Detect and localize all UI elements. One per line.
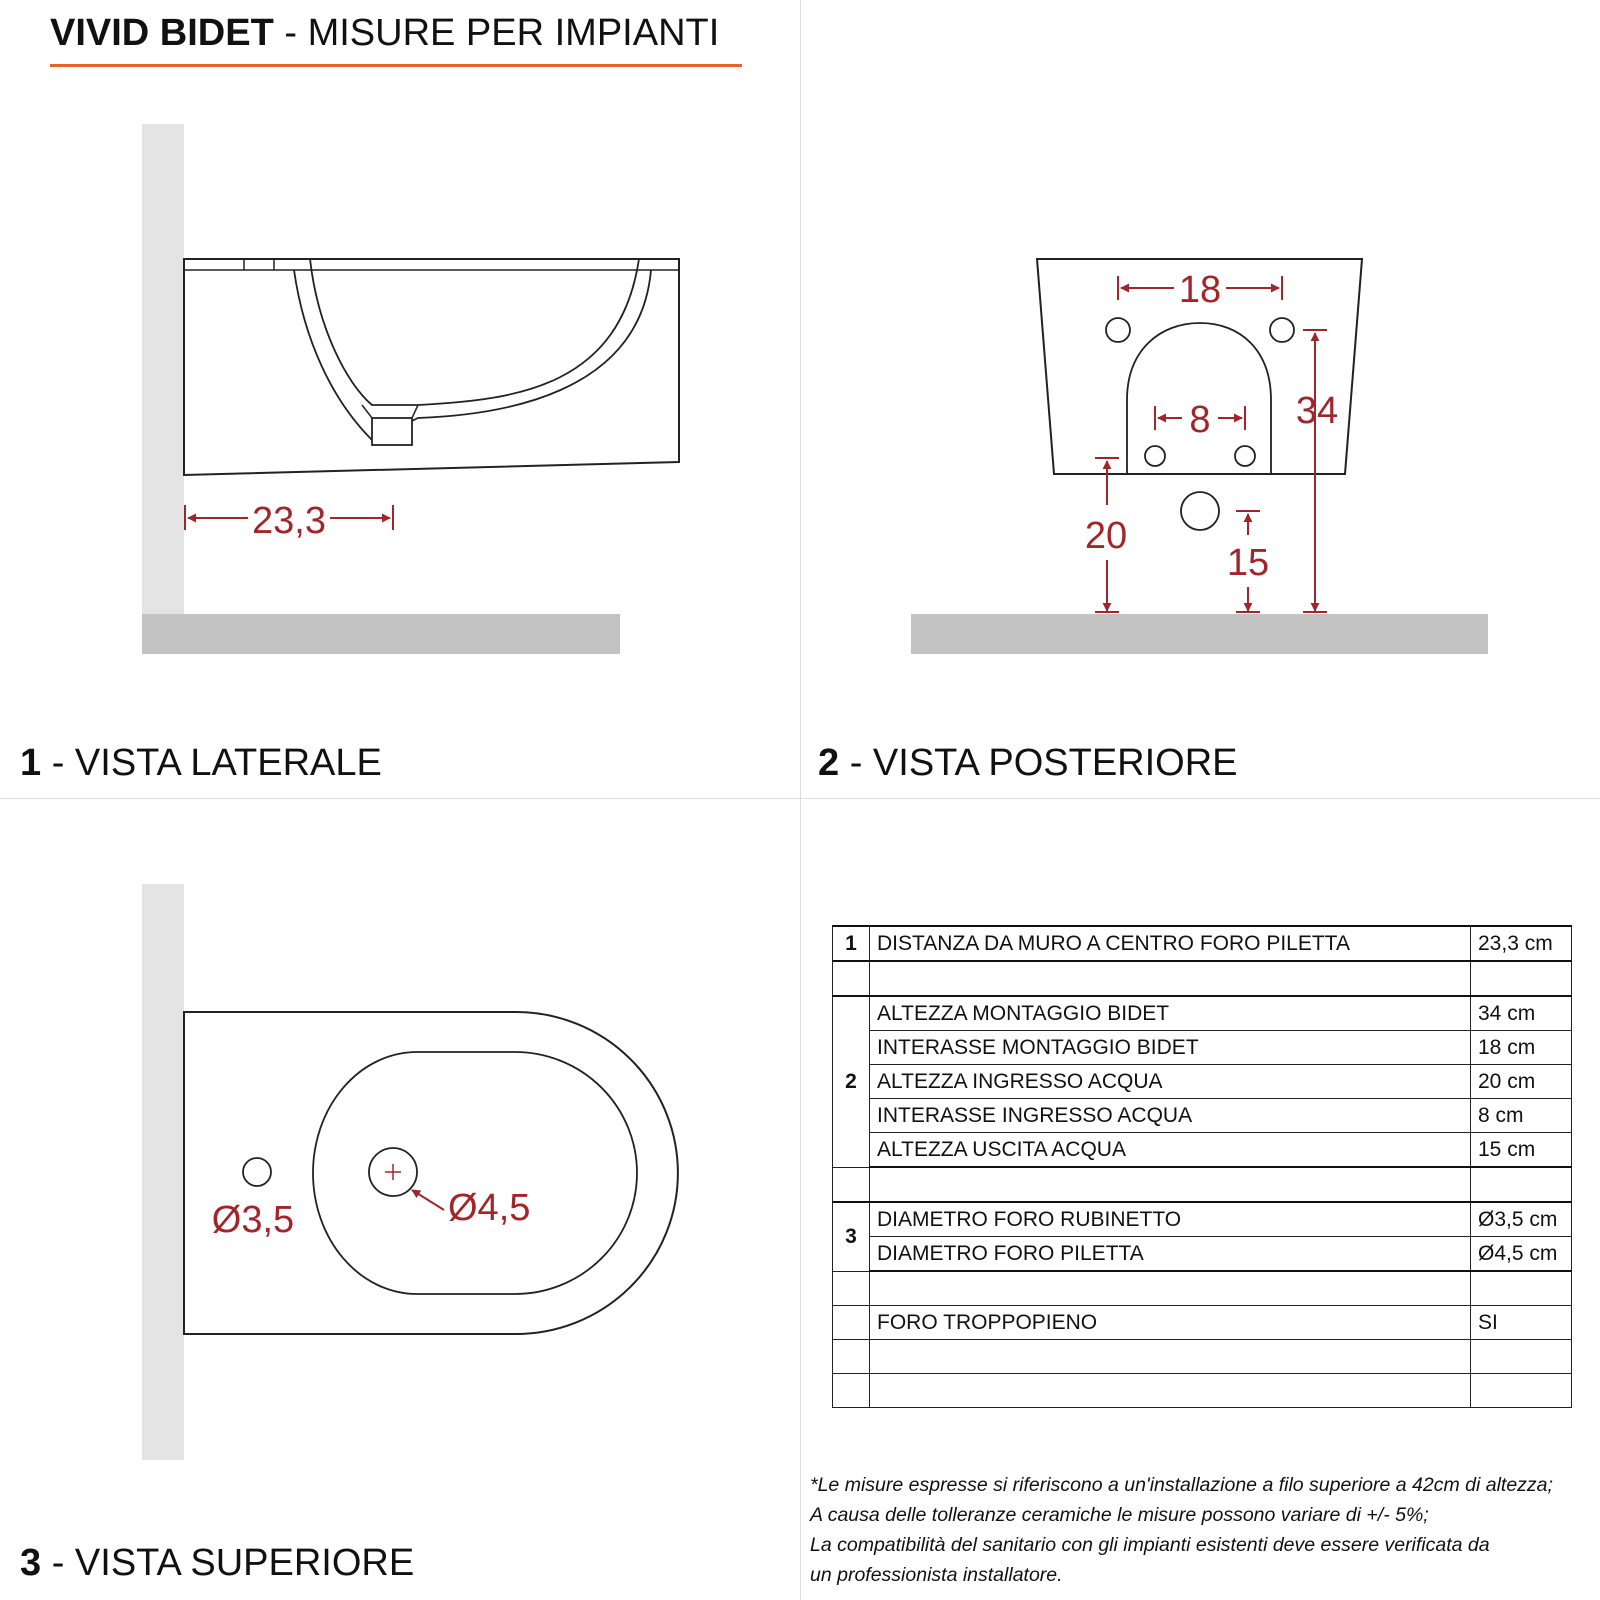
view-label-top [20, 1542, 414, 1585]
table-cell-group: 1 [833, 926, 870, 961]
table-cell-value: 20 cm [1471, 1065, 1572, 1099]
table-row [833, 1167, 1572, 1202]
table-row [833, 1306, 1572, 1340]
floor [142, 614, 620, 654]
wall [142, 124, 184, 614]
table-cell-label: ALTEZZA MONTAGGIO BIDET [870, 996, 1471, 1031]
inlet-hole-right [1235, 446, 1255, 466]
table-cell-group [833, 1374, 870, 1408]
dim-inlet-height [1085, 458, 1127, 612]
dim-label-fixing-spacing: 18 [1178, 269, 1222, 311]
table-cell-value [1471, 1374, 1572, 1408]
note-line: La compatibilità del sanitario con gli impianti esistenti deve essere verificata da [810, 1534, 1490, 1556]
note-line: *Le misure espresse si riferiscono a un'installazione a filo superiore a 42cm di altezza; [810, 1474, 1553, 1496]
title-bold: VIVID BIDET [50, 12, 274, 54]
table-cell-label: ALTEZZA USCITA ACQUA [870, 1133, 1471, 1168]
drain-block [372, 418, 412, 445]
table-row [833, 1065, 1572, 1099]
view-label-rear [818, 742, 1238, 785]
table-cell-label [870, 1167, 1471, 1202]
dim-label-drain-hole: Ø4,5 [448, 1187, 531, 1229]
table-row [833, 996, 1572, 1031]
table-cell-label: ALTEZZA INGRESSO ACQUA [870, 1065, 1471, 1099]
fixing-hole-left [1106, 318, 1130, 342]
view-label-side [20, 742, 382, 785]
table-row [833, 1340, 1572, 1374]
table-cell-label: DIAMETRO FORO RUBINETTO [870, 1202, 1471, 1237]
table-cell-label: INTERASSE MONTAGGIO BIDET [870, 1031, 1471, 1065]
view-number: 1 [20, 742, 42, 784]
drain-hole [369, 1148, 417, 1196]
table-cell-value: 23,3 cm [1471, 926, 1572, 961]
table-cell-group [833, 1167, 870, 1202]
table-cell-group [833, 961, 870, 996]
dim-label-wall-to-drain: 23,3 [252, 500, 326, 542]
rear-view [911, 259, 1488, 654]
dim-label-outlet-height: 15 [1226, 542, 1270, 584]
wall [142, 884, 184, 1460]
table-row [833, 1202, 1572, 1237]
table-cell-value: 15 cm [1471, 1133, 1572, 1168]
dim-label-tap-hole: Ø3,5 [211, 1199, 295, 1241]
table-cell-group [833, 1271, 870, 1306]
inlet-hole-left [1145, 446, 1165, 466]
table-row [833, 1237, 1572, 1272]
dim-wall-to-drain [185, 500, 393, 542]
floor [911, 614, 1488, 654]
table-cell-value: 18 cm [1471, 1031, 1572, 1065]
table-row [833, 961, 1572, 996]
table-cell-label [870, 961, 1471, 996]
view-number: 3 [20, 1542, 42, 1584]
table-cell-label [870, 1340, 1471, 1374]
table-cell-value [1471, 1340, 1572, 1374]
table-row [833, 1031, 1572, 1065]
table-cell-value: 8 cm [1471, 1099, 1572, 1133]
table-cell-value [1471, 1167, 1572, 1202]
bidet-side-outline [184, 259, 679, 475]
table-cell-value: Ø3,5 cm [1471, 1202, 1572, 1237]
view-number: 2 [818, 742, 840, 784]
note-line: un professionista installatore. [810, 1564, 1063, 1586]
view-title: - VISTA SUPERIORE [41, 1542, 415, 1584]
table-row [833, 1374, 1572, 1408]
table-cell-value: SI [1471, 1306, 1572, 1340]
side-view [142, 124, 679, 654]
table-cell-label: INTERASSE INGRESSO ACQUA [870, 1099, 1471, 1133]
spec-table [832, 925, 1572, 1408]
table-cell-value [1471, 961, 1572, 996]
table-row [833, 1099, 1572, 1133]
table-row [833, 1271, 1572, 1306]
table-row [833, 926, 1572, 961]
table-cell-value: 34 cm [1471, 996, 1572, 1031]
top-view [142, 884, 678, 1460]
table-cell-value: Ø4,5 cm [1471, 1237, 1572, 1272]
table-cell-group: 2 [833, 996, 870, 1167]
table-cell-label: FORO TROPPOPIENO [870, 1306, 1471, 1340]
dim-label-inlet-spacing: 8 [1189, 399, 1211, 441]
table-cell-label: DISTANZA DA MURO A CENTRO FORO PILETTA [870, 926, 1471, 961]
dim-outlet-height [1227, 511, 1269, 612]
view-title: - VISTA LATERALE [41, 742, 382, 784]
table-cell-label [870, 1374, 1471, 1408]
table-cell-group [833, 1306, 870, 1340]
footnotes [810, 1470, 1600, 1590]
dim-label-mount-height: 34 [1295, 390, 1339, 432]
table-cell-value [1471, 1271, 1572, 1306]
outlet-hole [1181, 492, 1219, 530]
fixing-hole-right [1270, 318, 1294, 342]
table-cell-label [870, 1271, 1471, 1306]
note-line: A causa delle tolleranze ceramiche le misure possono variare di +/- 5%; [810, 1504, 1429, 1526]
table-row [833, 1133, 1572, 1168]
title-rest: - MISURE PER IMPIANTI [273, 12, 720, 54]
table-cell-group: 3 [833, 1202, 870, 1271]
view-title: - VISTA POSTERIORE [839, 742, 1238, 784]
table-cell-label: DIAMETRO FORO PILETTA [870, 1237, 1471, 1272]
tap-hole [243, 1158, 271, 1186]
dim-label-inlet-height: 20 [1084, 515, 1128, 557]
table-cell-group [833, 1340, 870, 1374]
